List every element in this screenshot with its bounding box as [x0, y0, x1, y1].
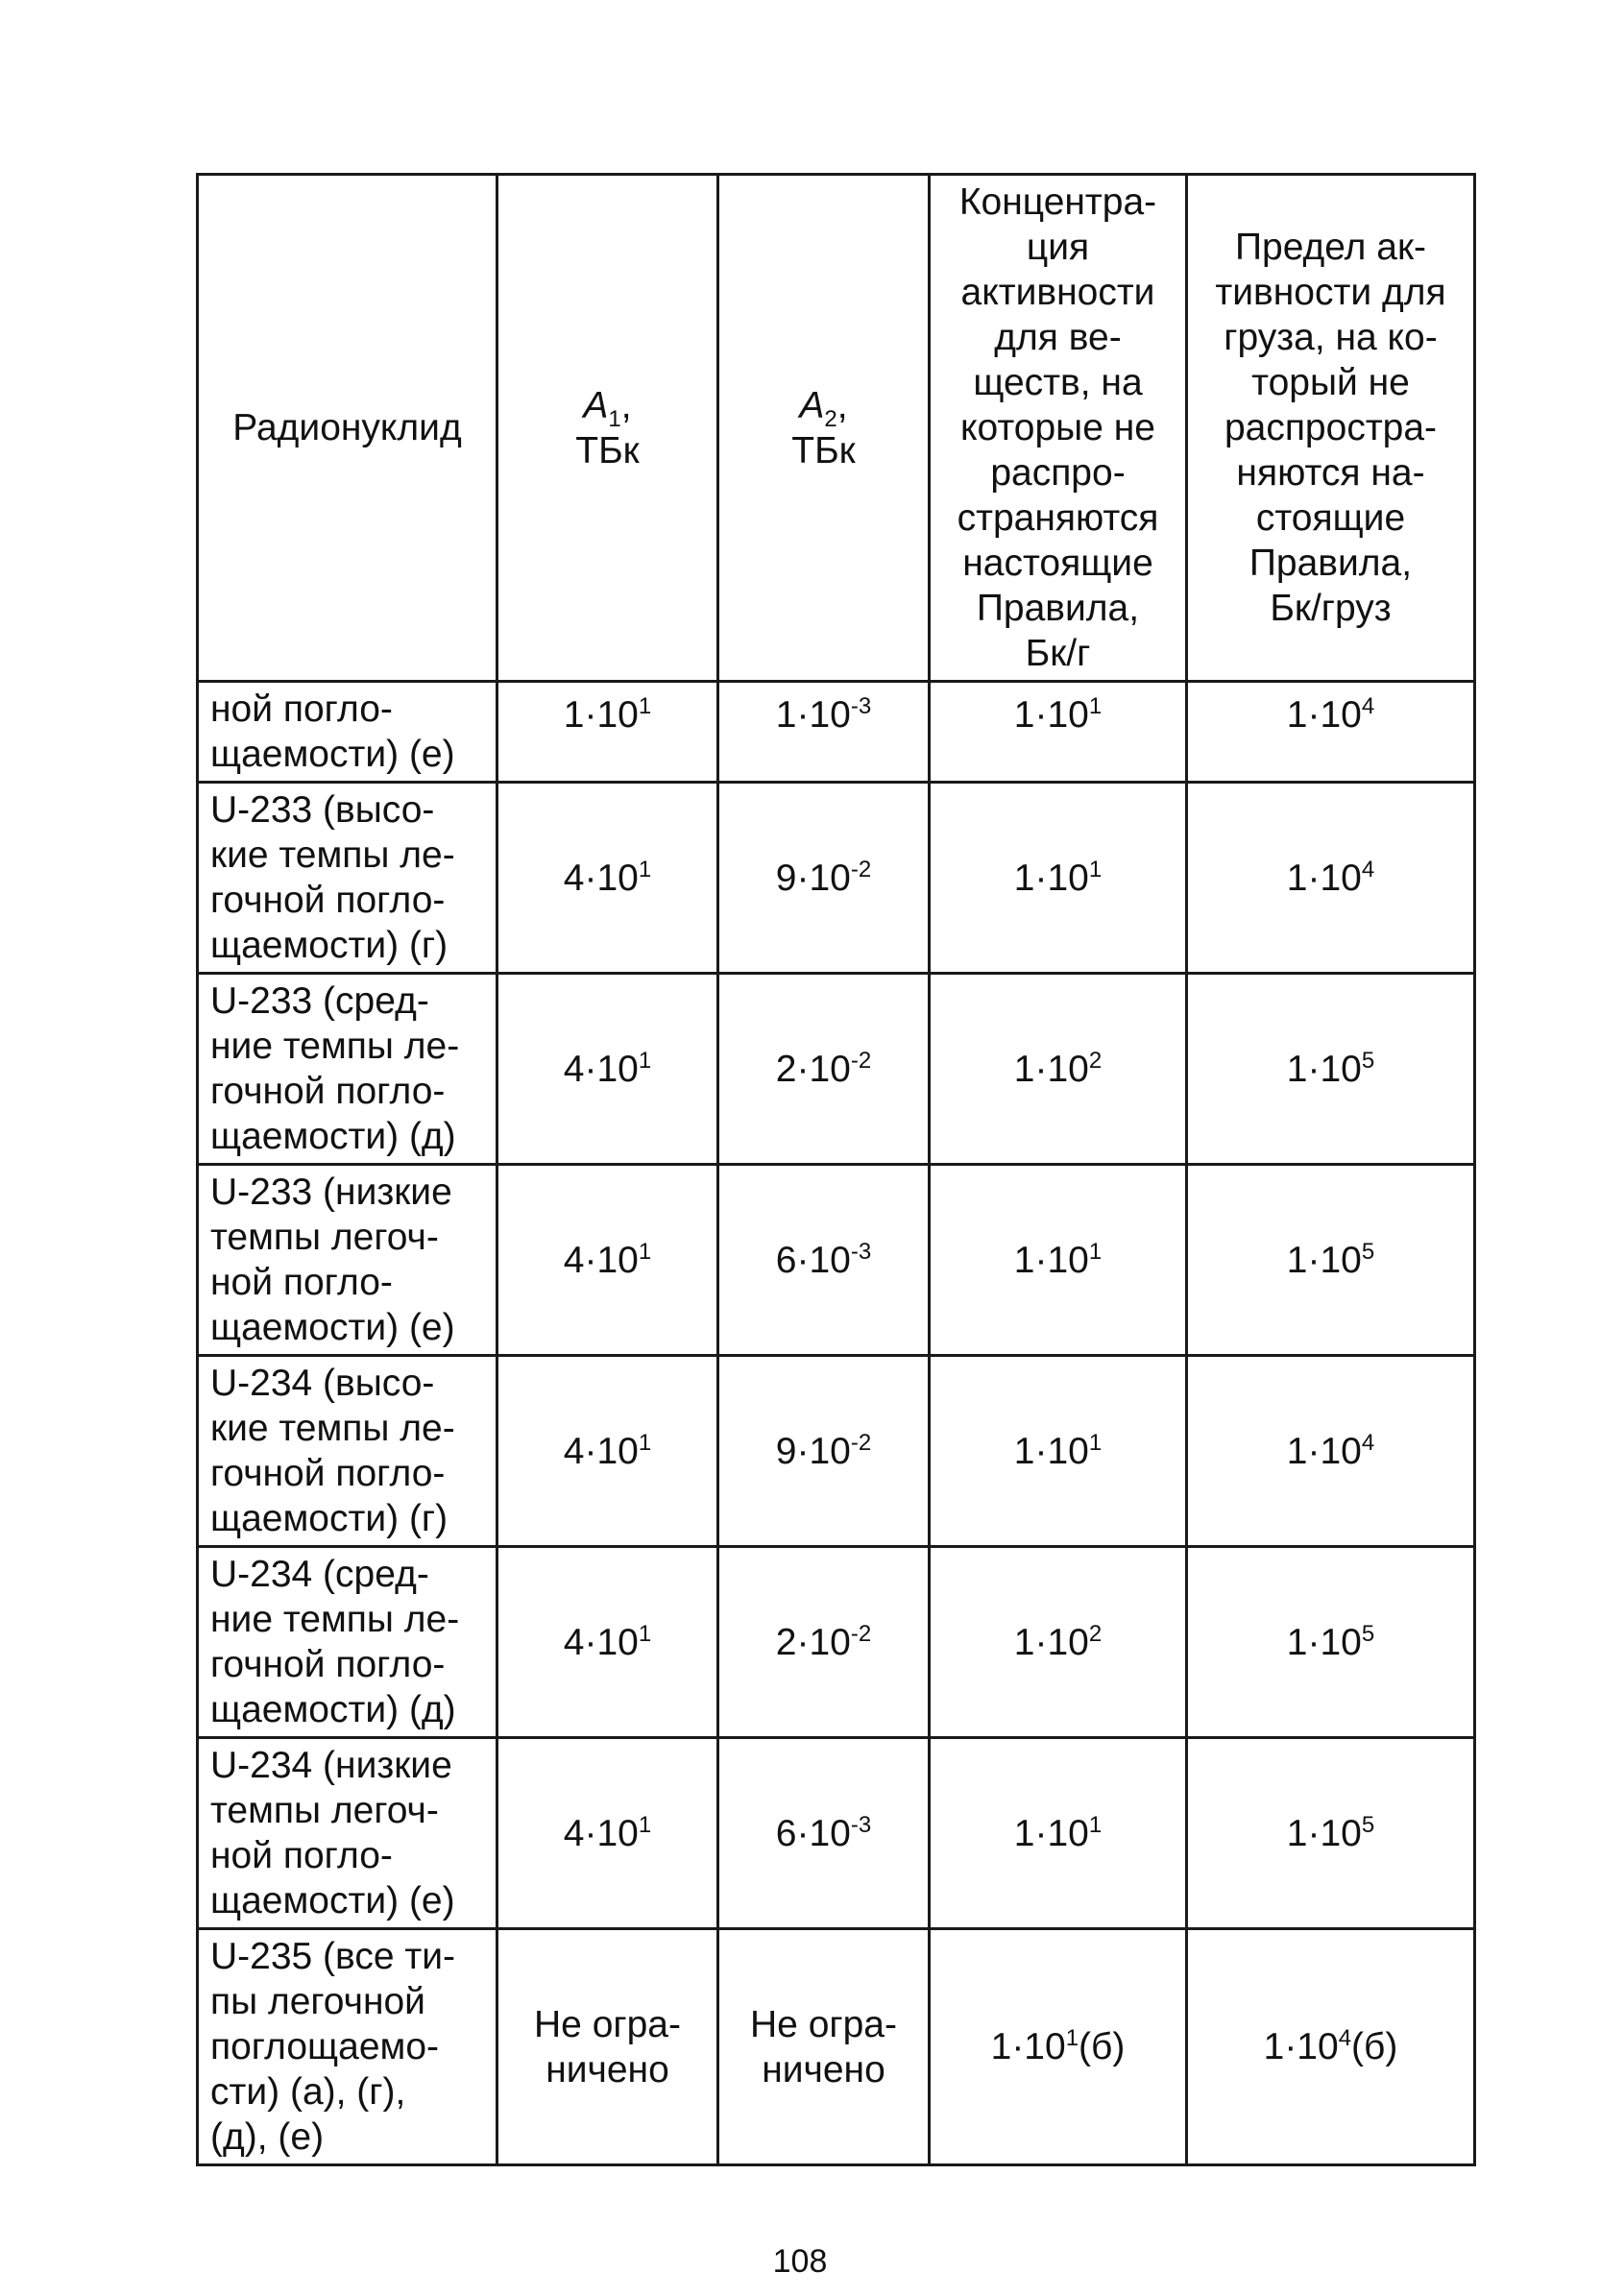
numeric-value: $4\cdot 10^1$	[563, 856, 652, 899]
a1-value	[497, 783, 718, 974]
numeric-value: $9\cdot 10^{-2}$	[775, 856, 872, 899]
a1-value	[497, 1738, 718, 1929]
limit-value	[1187, 974, 1475, 1165]
page-number: 108	[772, 2243, 828, 2280]
limit-value	[1187, 1356, 1475, 1547]
numeric-value: $1\cdot 10^1$	[563, 693, 652, 736]
limit-value	[1187, 682, 1475, 783]
limit-value	[1187, 1738, 1475, 1929]
numeric-value: $4\cdot 10^1$	[563, 1238, 652, 1281]
concentration-value	[930, 1738, 1187, 1929]
a1-value	[497, 1356, 718, 1547]
a1-value: Не огра- ничено	[497, 1929, 718, 2165]
numeric-value: $1\cdot 10^1$	[1013, 1811, 1103, 1854]
numeric-value: $1\cdot 10^1$	[1013, 693, 1103, 736]
nuclide-cell: ной погло- щаемости) (е)	[198, 682, 497, 783]
a1-value	[497, 682, 718, 783]
table-row	[198, 1547, 1475, 1738]
numeric-value: $1\cdot 10^4(б)$	[1263, 2025, 1398, 2067]
table-row	[198, 1738, 1475, 1929]
header-a2: $A_2$, ТБк	[718, 175, 930, 682]
limit-value	[1187, 1165, 1475, 1356]
a2-value	[718, 1547, 930, 1738]
a2-value: Не огра- ничено	[718, 1929, 930, 2165]
concentration-value	[930, 1165, 1187, 1356]
nuclide-cell: U-233 (высо- кие темпы ле- гочной погло- щаемости) (г)	[198, 783, 497, 974]
numeric-value: $1\cdot 10^1(б)$	[990, 2025, 1126, 2067]
numeric-value: $1\cdot 10^5$	[1286, 1047, 1375, 1090]
table-row	[198, 682, 1475, 783]
numeric-value: $1\cdot 10^4$	[1286, 856, 1375, 899]
nuclide-cell: U-234 (высо- кие темпы ле- гочной погло- щаемости) (г)	[198, 1356, 497, 1547]
a2-value	[718, 1356, 930, 1547]
limit-value	[1187, 1929, 1475, 2165]
table-row	[198, 783, 1475, 974]
numeric-value: $1\cdot 10^{-3}$	[775, 693, 872, 736]
nuclide-cell: U-233 (сред- ние темпы ле- гочной погло- щаемости) (д)	[198, 974, 497, 1165]
radionuclide-table	[196, 173, 1476, 2166]
concentration-value	[930, 783, 1187, 974]
table-header-row	[198, 175, 1475, 682]
numeric-value: $1\cdot 10^1$	[1013, 1238, 1103, 1281]
numeric-value: $6\cdot 10^{-3}$	[775, 1811, 872, 1854]
concentration-value	[930, 1356, 1187, 1547]
table-row	[198, 1165, 1475, 1356]
nuclide-cell: U-235 (все ти- пы легочной поглощаемо- сти) (а), (г), (д), (е)	[198, 1929, 497, 2165]
numeric-value: $1\cdot 10^1$	[1013, 856, 1103, 899]
numeric-value: $1\cdot 10^4$	[1286, 1429, 1375, 1472]
numeric-value: $1\cdot 10^5$	[1286, 1238, 1375, 1281]
numeric-value: $4\cdot 10^1$	[563, 1047, 652, 1090]
numeric-value: $2\cdot 10^{-2}$	[775, 1620, 872, 1663]
nuclide-cell: U-234 (низкие темпы легоч- ной погло- щаемости) (е)	[198, 1738, 497, 1929]
concentration-value	[930, 1547, 1187, 1738]
a1-value	[497, 1547, 718, 1738]
concentration-value	[930, 1929, 1187, 2165]
numeric-value: $1\cdot 10^2$	[1013, 1620, 1103, 1663]
numeric-value: $6\cdot 10^{-3}$	[775, 1238, 872, 1281]
header-nuclide: Радионуклид	[198, 175, 497, 682]
concentration-value	[930, 682, 1187, 783]
table-body	[198, 682, 1475, 2165]
a2-value	[718, 1738, 930, 1929]
header-a1: $A_1$, ТБк	[497, 175, 718, 682]
a1-value	[497, 974, 718, 1165]
nuclide-cell: U-234 (сред- ние темпы ле- гочной погло- щаемости) (д)	[198, 1547, 497, 1738]
nuclide-cell: U-233 (низкие темпы легоч- ной погло- щаемости) (е)	[198, 1165, 497, 1356]
table-row	[198, 1929, 1475, 2165]
a2-value	[718, 682, 930, 783]
a2-value	[718, 1165, 930, 1356]
numeric-value: $4\cdot 10^1$	[563, 1620, 652, 1663]
numeric-value: $1\cdot 10^5$	[1286, 1811, 1375, 1854]
numeric-value: $2\cdot 10^{-2}$	[775, 1047, 872, 1090]
limit-value	[1187, 783, 1475, 974]
numeric-value: $1\cdot 10^2$	[1013, 1047, 1103, 1090]
header-concentration: Концентра- ция активности для ве- ществ, на которые не распро- страняются настоящие Правила, Бк/г	[930, 175, 1187, 682]
header-limit: Предел ак- тивности для груза, на ко- торый не распростра- няются на- стоящие Правила, Бк/груз	[1187, 175, 1475, 682]
limit-value	[1187, 1547, 1475, 1738]
numeric-value: $4\cdot 10^1$	[563, 1811, 652, 1854]
a2-value	[718, 974, 930, 1165]
numeric-value: $1\cdot 10^4$	[1286, 693, 1375, 736]
a1-value	[497, 1165, 718, 1356]
a2-value	[718, 783, 930, 974]
numeric-value: $1\cdot 10^1$	[1013, 1429, 1103, 1472]
table-row	[198, 974, 1475, 1165]
numeric-value: $9\cdot 10^{-2}$	[775, 1429, 872, 1472]
concentration-value	[930, 974, 1187, 1165]
numeric-value: $1\cdot 10^5$	[1286, 1620, 1375, 1663]
numeric-value: $4\cdot 10^1$	[563, 1429, 652, 1472]
table-row	[198, 1356, 1475, 1547]
